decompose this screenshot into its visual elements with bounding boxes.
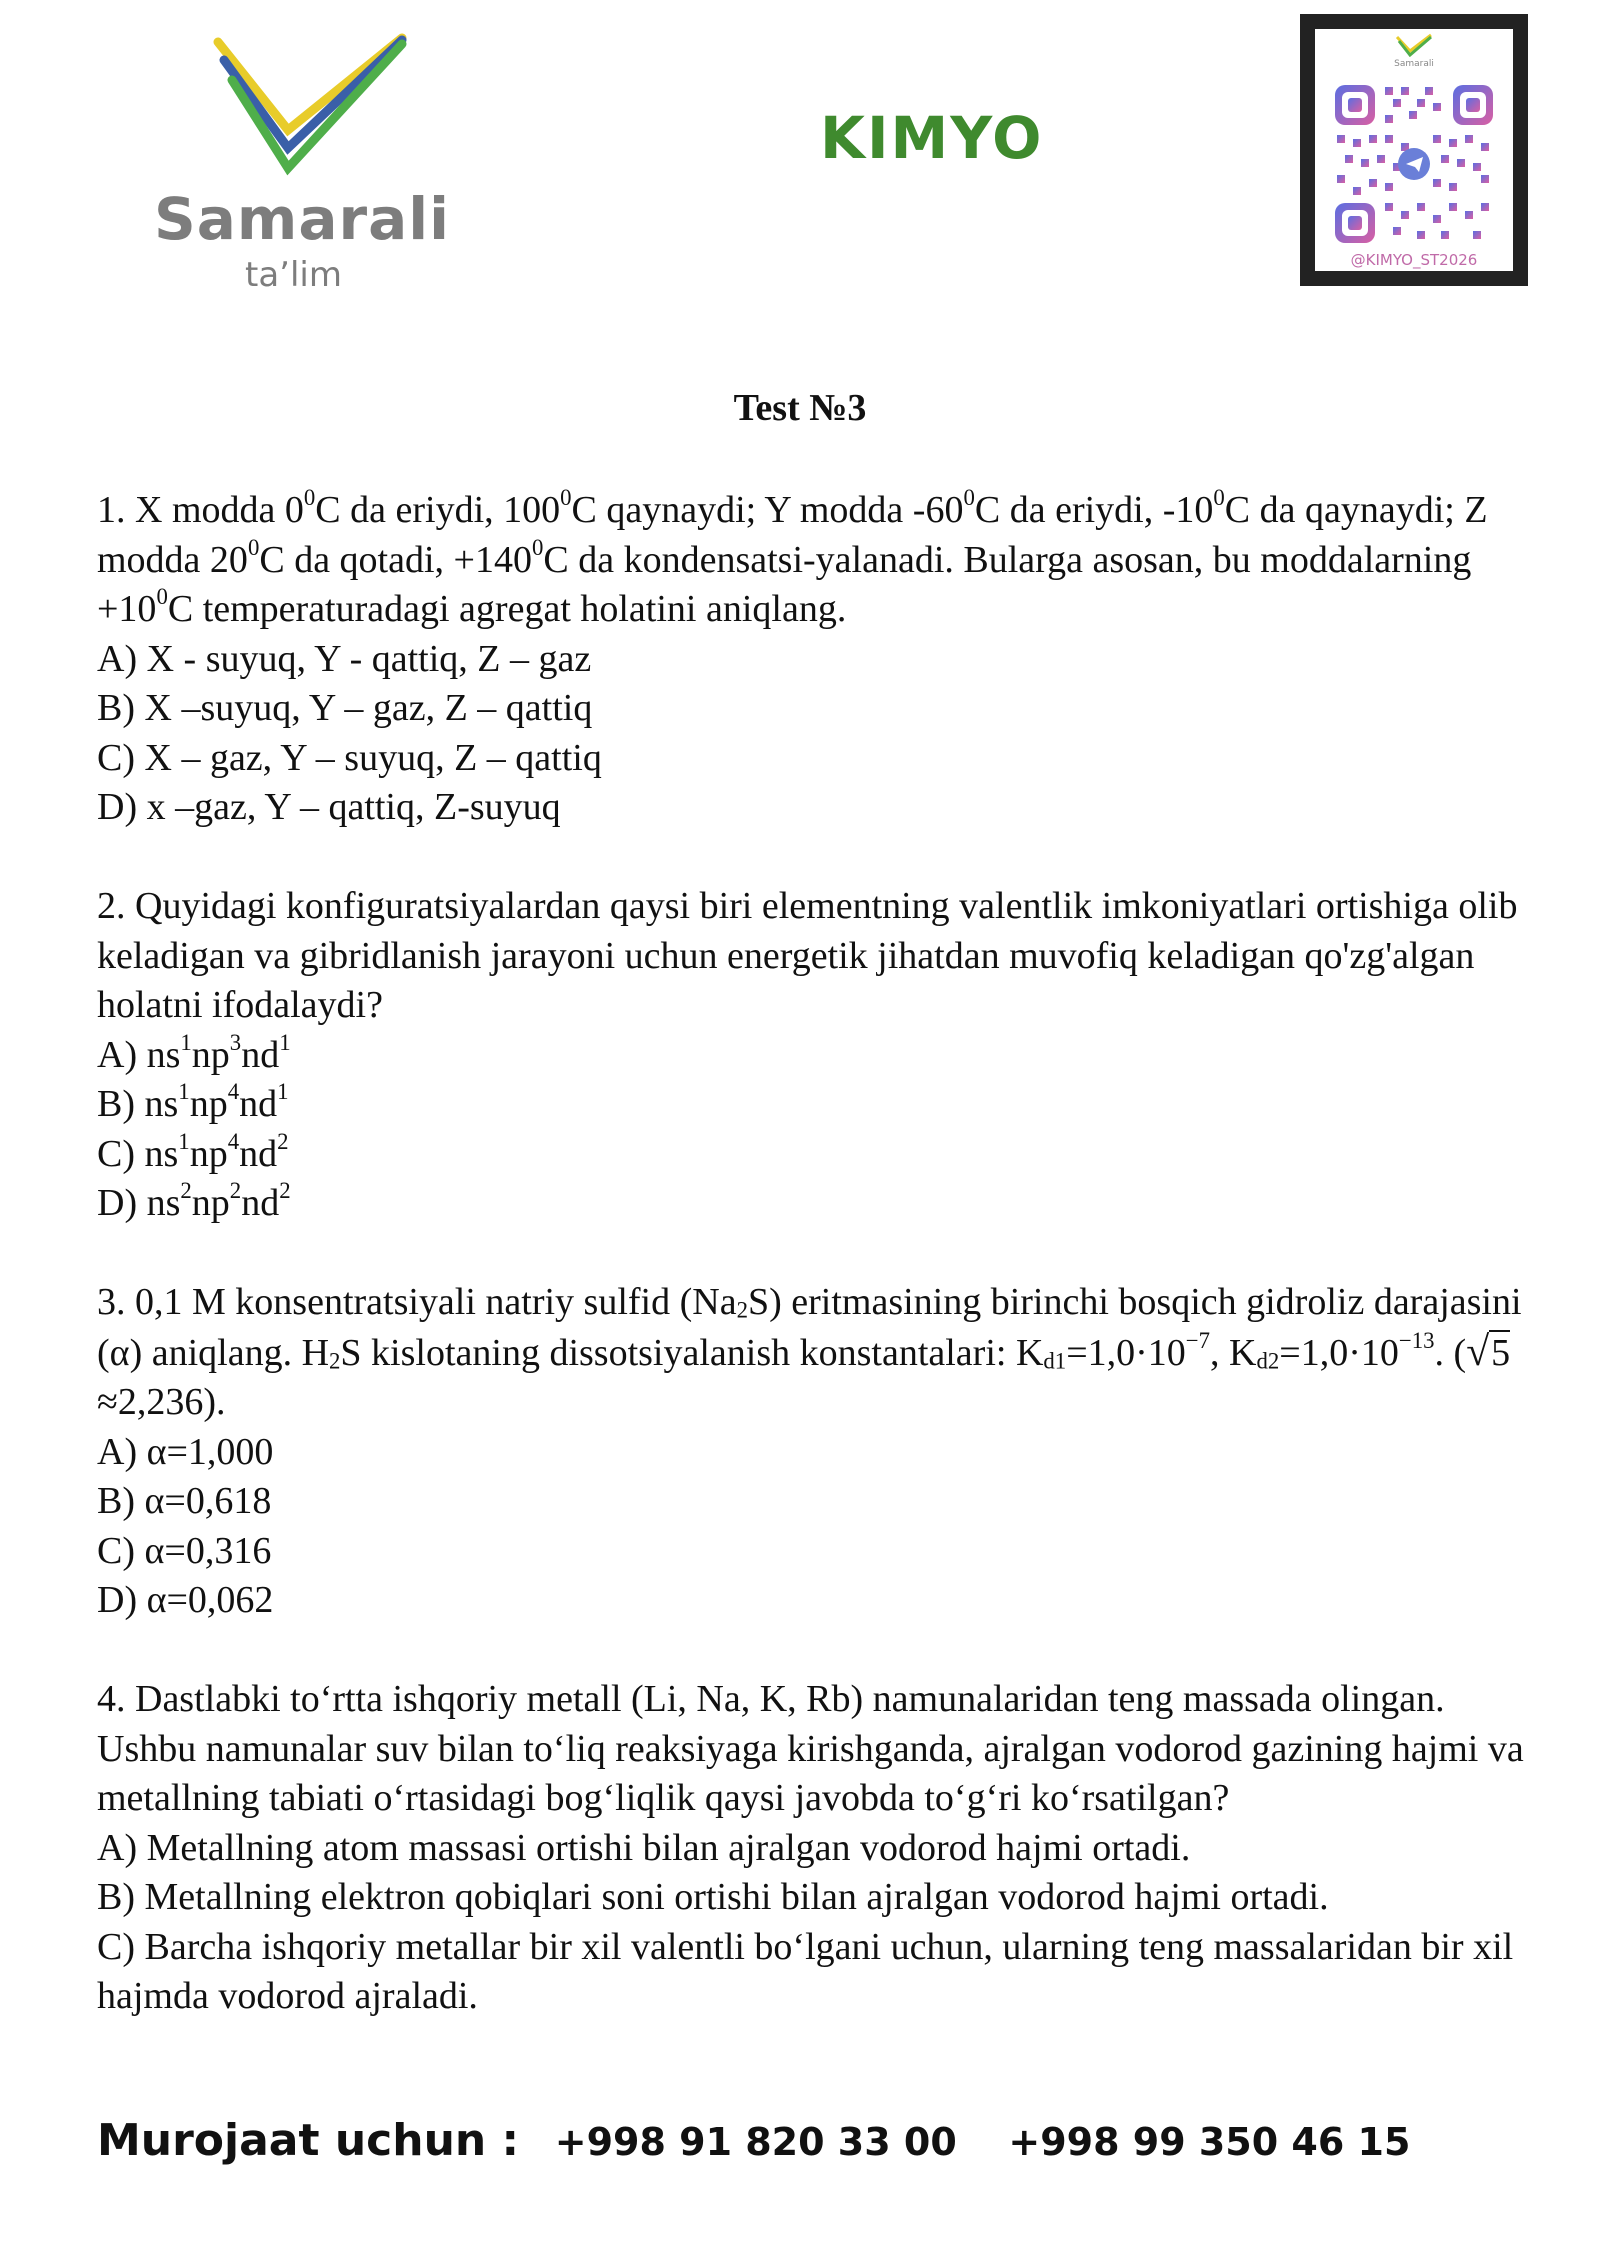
questions	[97, 486, 1527, 2071]
question-2-option-c[interactable]: C) $ns^1np^4nd^2$	[97, 1128, 289, 1175]
question-3	[97, 1278, 1527, 1626]
phone-1[interactable]: +998 91 820 33 00	[554, 2120, 957, 2164]
checkmark-logo-icon	[210, 30, 410, 180]
brand-subtitle: ta’lim	[245, 255, 342, 295]
question-1-option-b[interactable]: B) X –suyuq, Y – gaz, Z – qattiq	[97, 687, 593, 729]
question-2	[97, 882, 1527, 1229]
question-3-option-a[interactable]: A) α=1,000	[97, 1430, 274, 1473]
contact-label: Murojaat uchun :	[97, 2115, 520, 2166]
test-title: Test №3	[733, 387, 867, 429]
question-3-stem: 3. 0,1 M konsentratsiyali natriy sulfid $(Na_2S)$ eritmasining birinchi bosqich gidroliz darajasini (α) aniqlang. $H_2S$ kislotaning dissotsiyalanish konstantalari: $K_{d1}=1,0\cdot 10^{-7}$, $K_{d2}=1,0\cdot 10^{-13}$. (√5≈2,236).	[97, 1281, 1522, 1423]
qr-card	[1300, 14, 1528, 286]
question-1	[97, 486, 1527, 833]
phone-2[interactable]: +998 99 350 46 15	[1008, 2120, 1411, 2164]
question-1-stem: 1. X modda $0^0C$ da eriydi, $100^0C$ qaynaydi; Y modda $-60^0C$ da eriydi, $-10^0C$ da qaynaydi; Z modda $20^0C$ da qotadi, $+140^0C$ da kondensatsi-yalanadi. Bularga asosan, bu moddalarning $+10^0C$ temperaturadagi agregat holatini aniqlang.	[97, 484, 1488, 630]
question-1-option-d[interactable]: D) x –gaz, Y – qattiq, Z-suyuq	[97, 786, 561, 828]
question-2-option-b[interactable]: B) $ns^1np^4nd^1$	[97, 1078, 289, 1125]
question-2-option-d[interactable]: D) $ns^2np^2nd^2$	[97, 1177, 291, 1224]
qr-code-icon[interactable]	[1331, 81, 1497, 247]
checkmark-mini-icon	[1395, 33, 1433, 57]
question-4-option-b[interactable]: B) Metallning elektron qobiqlari soni ortishi bilan ajralgan vodorod hajmi ortadi.	[97, 1876, 1329, 1918]
question-2-option-a[interactable]: A) $ns^1np^3nd^1$	[97, 1029, 291, 1076]
question-3-option-c[interactable]: C) α=0,316	[97, 1529, 272, 1572]
question-4-option-a[interactable]: A) Metallning atom massasi ortishi bilan ajralgan vodorod hajmi ortadi.	[97, 1826, 1191, 1869]
brand-logo	[150, 30, 470, 295]
qr-handle: @KIMYO_ST2026	[1350, 251, 1478, 269]
qr-mini-brand: Samarali	[1394, 59, 1434, 69]
question-3-option-d[interactable]: D) α=0,062	[97, 1579, 274, 1621]
contact-footer	[97, 2115, 1527, 2166]
question-4	[97, 1675, 1527, 2022]
square-root: √5	[1466, 1328, 1511, 1375]
question-1-option-a[interactable]: A) X - suyuq, Y - qattiq, Z – gaz	[97, 637, 592, 680]
question-1-option-c[interactable]: C) X – gaz, Y – suyuq, Z – qattiq	[97, 736, 602, 779]
question-2-stem: 2. Quyidagi konfiguratsiyalardan qaysi biri elementning valentlik imkoniyatlari ortishiga olib keladigan va gibridlanish jarayoni uchun energetik jihatdan muvofiq keladigan qo'zg'algan holatni ifodalaydi?	[97, 885, 1518, 1026]
question-4-option-c[interactable]: C) Barcha ishqoriy metallar bir xil valentli bo‘lgani uchun, ularning teng massalaridan bir xil hajmda vodorod ajraladi.	[97, 1925, 1514, 2017]
subject-title: KIMYO	[820, 104, 1044, 172]
question-4-stem: 4. Dastlabki to‘rtta ishqoriy metall (Li, Na, K, Rb) namunalaridan teng massada olingan. Ushbu namunalar suv bilan to‘liq reaksiyaga kirishganda, ajralgan vodorod gazining hajmi va metallning tabiati o‘rtasidagi bog‘liqlik qaysi javobda to‘g‘ri ko‘rsatilgan?	[97, 1678, 1524, 1819]
question-3-option-b[interactable]: B) α=0,618	[97, 1480, 272, 1522]
brand-name: Samarali	[154, 185, 450, 253]
